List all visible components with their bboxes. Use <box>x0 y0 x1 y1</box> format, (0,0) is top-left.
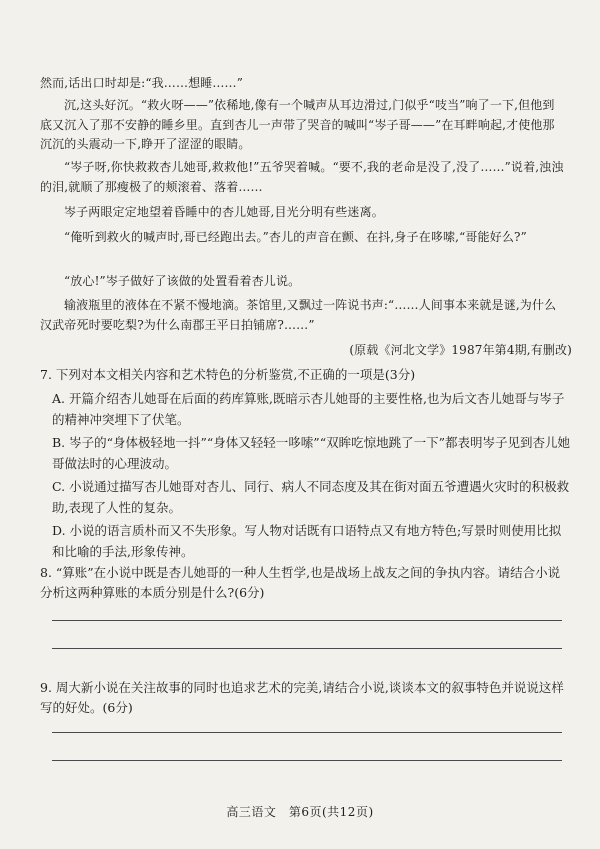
question-7-stem: 7. 下列对本文相关内容和艺术特色的分析鉴赏,不正确的一项是(3分) <box>40 367 416 382</box>
question-7-option-c: C. 小说通过描写杏儿她哥对杏儿、同行、病人不同态度及其在街对面五爷遭遇火灾时的积极救助,表现了人性的复杂。 <box>52 479 570 515</box>
answer-line <box>52 760 562 761</box>
story-paragraph: 输液瓶里的液体在不紧不慢地滴。茶馆里,又飘过一阵说书声:“……人间事本来就是谜,为什么汉武帝死时要吃梨?为什么南郡王平日拍铺席?……” <box>40 298 557 332</box>
answer-line <box>52 648 562 649</box>
answer-line <box>52 732 562 733</box>
question-7-option-b: B. 岑子的“身体极轻地一抖”“身体又轻轻一哆嗦”“双眸吃惊地跳了一下”都表明岑子见到杏儿她哥做法时的心理波动。 <box>52 435 570 471</box>
question-8-stem: 8. “算账”在小说中既是杏儿她哥的一种人生哲学,也是战场上战友之间的争执内容。请结合小说分析这两种算账的本质分别是什么?(6分) <box>40 565 561 600</box>
story-paragraph: 沉,这头好沉。“救火呀——”依稀地,像有一个喊声从耳边滑过,门似乎“吱当”响了一下,但他到底又沉入了那不安静的睡乡里。直到杏儿一声带了哭音的喊叫“岑子哥——”在耳畔响起,才使他那沉沉的头震动一下,睁开了涩涩的眼睛。 <box>40 98 555 151</box>
story-paragraph: 岑子两眼定定地望着昏睡中的杏儿她哥,目光分明有些迷离。 <box>64 205 384 219</box>
question-9-answer-area[interactable] <box>52 732 562 788</box>
page-footer: 高三语文 第6页(共12页) <box>226 805 374 819</box>
story-paragraph: 然而,话出口时却是:“我……想睡……” <box>40 76 243 90</box>
question-9-stem: 9. 周大新小说在关注故事的同时也追求艺术的完美,请结合小说,谈谈本文的叙事特色并说说这样写的好处。(6分) <box>40 680 564 715</box>
question-8-answer-area[interactable] <box>52 620 562 676</box>
question-7-option-a: A. 开篇介绍杏儿她哥在后面的药库算账,既暗示杏儿她哥的主要性格,也为后文杏儿她哥与岑子的精神冲突埋下了伏笔。 <box>52 391 565 427</box>
story-paragraph: “岑子呀,你快救救杏儿她哥,救救他!”五爷哭着喊。“要不,我的老命是没了,没了……”说着,浊浊的泪,就顺了那瘦极了的颊滚着、落着…… <box>40 160 564 194</box>
answer-line <box>52 620 562 621</box>
story-paragraph: “放心!”岑子做好了该做的处置看着杏儿说。 <box>64 274 301 288</box>
story-source: (原载《河北文学》1987年第4期,有删改) <box>349 343 572 357</box>
question-7-option-d: D. 小说的语言质朴而又不失形象。写人物对话既有口语特点又有地方特色;写景时则使用比拟和比喻的手法,形象传神。 <box>52 523 562 559</box>
story-paragraph: “俺听到救火的喊声时,哥已经跑出去。”杏儿的声音在颤、在抖,身子在哆嗦,“哥能好么?” <box>64 230 527 244</box>
